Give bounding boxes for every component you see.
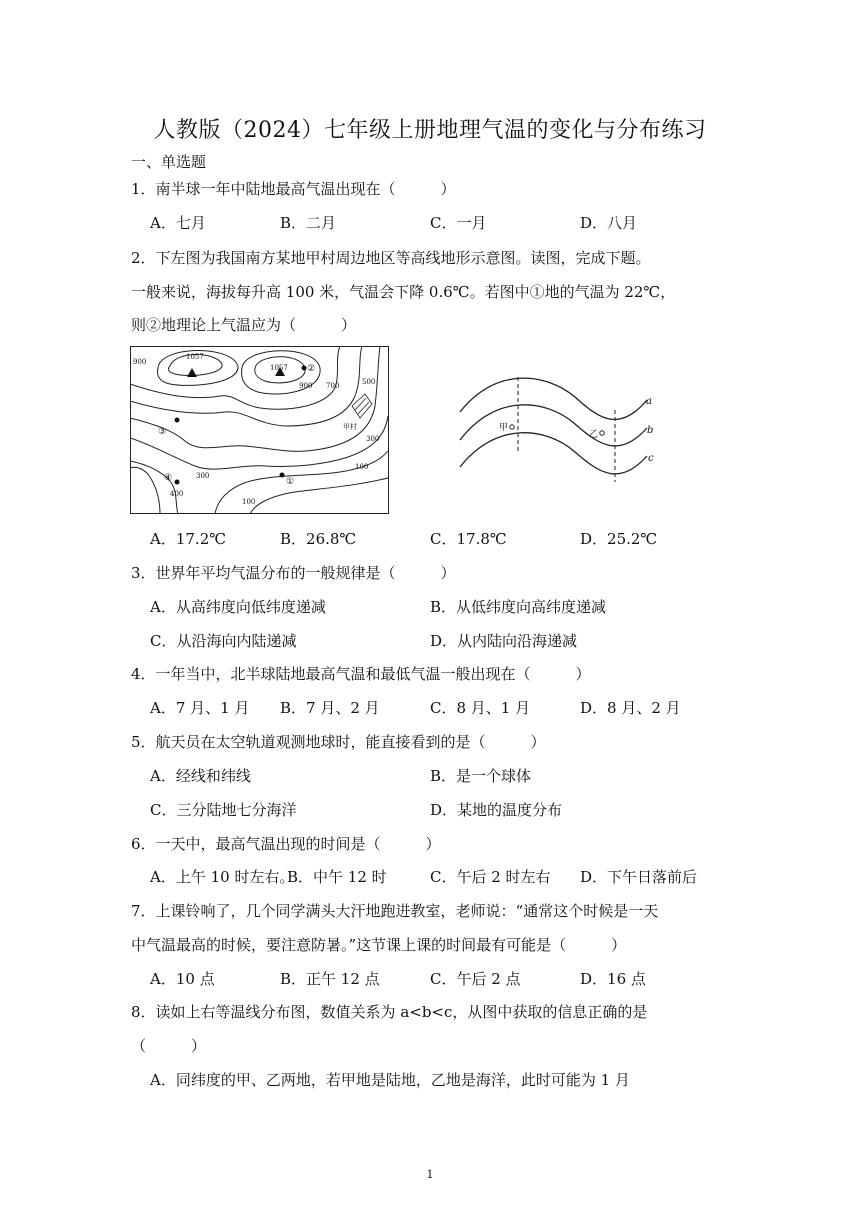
question-1-stem: 1．南半球一年中陆地最高气温出现在（ ） xyxy=(131,180,456,198)
question-8-stem-2: （ ） xyxy=(131,1037,207,1055)
q4-option-d: D．8 月、2 月 xyxy=(580,699,681,717)
q1-option-c: C．一月 xyxy=(430,214,487,232)
elev-100-bottom: 100 xyxy=(242,498,256,506)
question-7-stem-2: 中气温最高的时候，要注意防暑。”这节课上课的时间最有可能是（ ） xyxy=(131,936,627,954)
place-jia-label: 甲 xyxy=(499,423,509,433)
question-7-stem-1: 7．上课铃响了，几个同学满头大汗地跑进教室，老师说：“通常这个时候是一天 xyxy=(131,902,659,920)
page-title: 人教版（2024）七年级上册地理气温的变化与分布练习 xyxy=(153,118,707,143)
question-5-stem: 5．航天员在太空轨道观测地球时，能直接看到的是（ ） xyxy=(131,733,546,751)
place-yi-label: 乙 xyxy=(589,430,599,440)
q2-option-c: C．17.8℃ xyxy=(430,530,507,548)
elev-700: 700 xyxy=(326,382,340,390)
q4-option-a: A．7 月、1 月 xyxy=(150,699,250,717)
elev-900-right: 900 xyxy=(299,382,313,390)
elev-1057-left: 1057 xyxy=(186,353,204,361)
question-6-stem: 6．一天中，最高气温出现的时间是（ ） xyxy=(131,835,441,853)
isotherm-b-label: b xyxy=(647,425,654,436)
q1-option-a: A．七月 xyxy=(150,214,206,232)
question-2-stem-3: 则②地理论上气温应为（ ） xyxy=(131,316,357,334)
elev-100-right: 100 xyxy=(355,463,369,471)
isotherm-c-label: c xyxy=(648,453,654,464)
question-2-stem-2: 一般来说，海拔每升高 100 米，气温会下降 0.6℃。若图中①地的气温为 22℃， xyxy=(131,283,676,301)
q5-option-b: B．是一个球体 xyxy=(430,767,532,785)
elev-300-left: 300 xyxy=(196,472,210,480)
village-label: 甲村 xyxy=(343,423,357,431)
q7-option-a: A．10 点 xyxy=(150,970,215,988)
question-2-stem-1: 2．下左图为我国南方某地甲村周边地区等高线地形示意图。读图，完成下题。 xyxy=(131,249,651,267)
q2-option-a: A．17.2℃ xyxy=(150,530,227,548)
elev-1057-right: 1057 xyxy=(270,364,288,372)
q5-option-a: A．经线和纬线 xyxy=(150,767,251,785)
q1-option-d: D．八月 xyxy=(580,214,638,232)
section-heading: 一、单选题 xyxy=(131,153,207,171)
q3-option-d: D．从内陆向沿海递减 xyxy=(430,632,578,650)
isotherm-map-figure xyxy=(455,372,665,492)
q5-option-c: C．三分陆地七分海洋 xyxy=(150,801,297,819)
q1-option-b: B．二月 xyxy=(280,214,337,232)
q3-option-c: C．从沿海向内陆递减 xyxy=(150,632,297,650)
q7-option-b: B．正午 12 点 xyxy=(280,970,380,988)
contour-map-figure xyxy=(130,346,390,516)
q4-option-c: C．8 月、1 月 xyxy=(430,699,531,717)
q6-option-a: A．上午 10 时左右。 xyxy=(150,868,295,886)
question-8-stem-1: 8．读如上右等温线分布图，数值关系为 a<b<c，从图中获取的信息正确的是 xyxy=(131,1003,648,1021)
point-4-label: ④ xyxy=(164,473,173,483)
question-4-stem: 4．一年当中，北半球陆地最高气温和最低气温一般出现在（ ） xyxy=(131,665,591,683)
point-2-label: ② xyxy=(307,364,316,374)
q6-option-b: B．中午 12 时 xyxy=(287,868,387,886)
q6-option-d: D．下午日落前后 xyxy=(580,868,698,886)
question-3-stem: 3．世界年平均气温分布的一般规律是（ ） xyxy=(131,564,456,582)
q4-option-b: B．7 月、2 月 xyxy=(280,699,380,717)
point-3-label: ③ xyxy=(158,427,167,437)
q5-option-d: D．某地的温度分布 xyxy=(430,801,563,819)
q2-option-d: D．25.2℃ xyxy=(580,530,658,548)
q8-option-a: A．同纬度的甲、乙两地，若甲地是陆地，乙地是海洋，此时可能为 1 月 xyxy=(150,1071,630,1089)
elev-400: 400 xyxy=(170,490,184,498)
point-1-label: ① xyxy=(286,477,295,487)
elev-300-right: 300 xyxy=(366,435,380,443)
q3-option-b: B．从低纬度向高纬度递减 xyxy=(430,598,607,616)
q3-option-a: A．从高纬度向低纬度递减 xyxy=(150,598,326,616)
q7-option-d: D．16 点 xyxy=(580,970,646,988)
isotherm-a-label: a xyxy=(646,396,652,407)
elev-900-left: 900 xyxy=(133,358,147,366)
elev-500: 500 xyxy=(362,378,376,386)
page-number: 1 xyxy=(426,1168,434,1181)
q2-option-b: B．26.8℃ xyxy=(280,530,357,548)
q7-option-c: C．午后 2 点 xyxy=(430,970,521,988)
q6-option-c: C．午后 2 时左右 xyxy=(430,868,551,886)
